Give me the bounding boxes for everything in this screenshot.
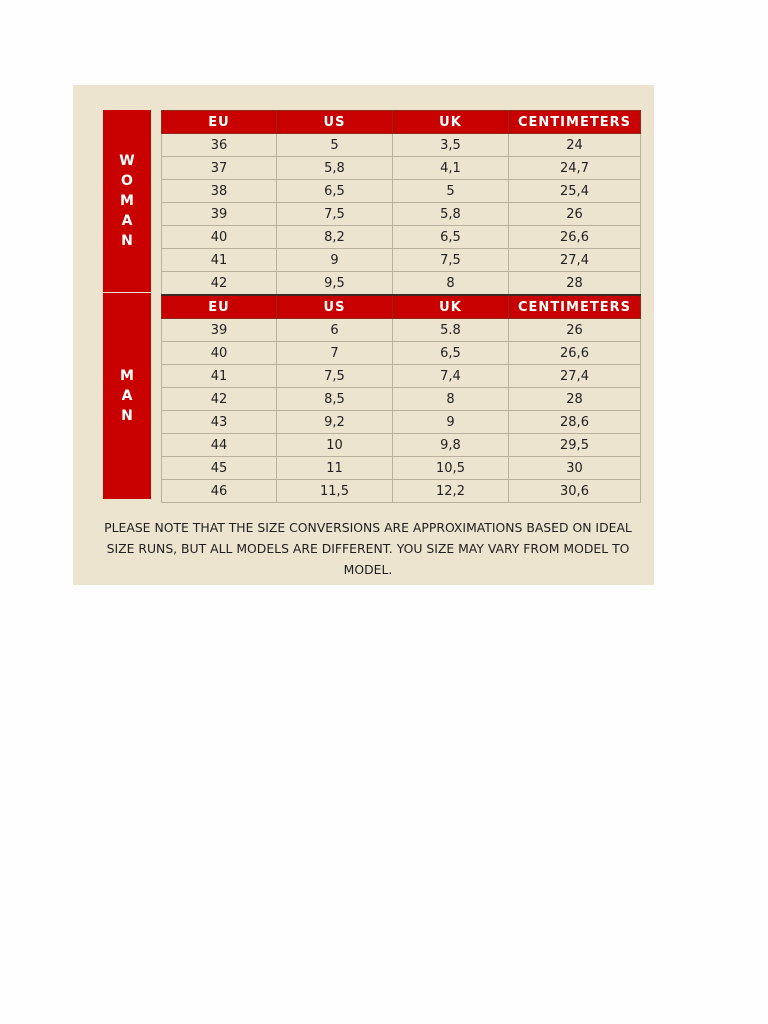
table-cell: 7,4 bbox=[393, 365, 509, 388]
woman-table-row bbox=[162, 272, 641, 296]
size-conversion-table bbox=[161, 110, 641, 503]
woman-label-letter: M bbox=[120, 193, 134, 209]
table-cell: 36 bbox=[162, 134, 277, 157]
woman-table-row bbox=[162, 249, 641, 272]
table-cell: 46 bbox=[162, 480, 277, 503]
table-cell: 40 bbox=[162, 342, 277, 365]
column-header: US bbox=[277, 295, 393, 319]
table-cell: 9,2 bbox=[277, 411, 393, 434]
size-disclaimer-note: PLEASE NOTE THAT THE SIZE CONVERSIONS ARE APPROXIMATIONS BASED ON IDEAL SIZE RUNS, BUT ALL MODELS ARE DIFFERENT. YOU SIZE MAY VARY FROM MODEL TO MODEL. bbox=[104, 520, 632, 577]
man-table-row bbox=[162, 342, 641, 365]
woman-side-label bbox=[103, 110, 151, 292]
woman-table-row bbox=[162, 134, 641, 157]
table-cell: 8 bbox=[393, 272, 509, 296]
table-cell: 7,5 bbox=[393, 249, 509, 272]
woman-label-letter: A bbox=[121, 213, 133, 229]
woman-header-row bbox=[162, 111, 641, 134]
table-cell: 28,6 bbox=[509, 411, 641, 434]
table-cell: 28 bbox=[509, 272, 641, 296]
table-cell: 26,6 bbox=[509, 342, 641, 365]
woman-label-letter: N bbox=[121, 233, 133, 249]
table-cell: 27,4 bbox=[509, 365, 641, 388]
column-header: EU bbox=[162, 111, 277, 134]
man-table-row bbox=[162, 457, 641, 480]
man-header-row bbox=[162, 295, 641, 319]
size-chart-panel bbox=[73, 85, 654, 585]
column-header: EU bbox=[162, 295, 277, 319]
table-cell: 3,5 bbox=[393, 134, 509, 157]
column-header: CENTIMETERS bbox=[509, 295, 641, 319]
table-cell: 7,5 bbox=[277, 203, 393, 226]
column-header: US bbox=[277, 111, 393, 134]
woman-label-letter: O bbox=[121, 173, 133, 189]
table-cell: 7,5 bbox=[277, 365, 393, 388]
table-cell: 30 bbox=[509, 457, 641, 480]
table-cell: 37 bbox=[162, 157, 277, 180]
table-cell: 4,1 bbox=[393, 157, 509, 180]
table-cell: 43 bbox=[162, 411, 277, 434]
table-cell: 8,5 bbox=[277, 388, 393, 411]
table-cell: 9,5 bbox=[277, 272, 393, 296]
woman-label-letter: W bbox=[119, 153, 135, 169]
table-cell: 11 bbox=[277, 457, 393, 480]
table-cell: 5 bbox=[393, 180, 509, 203]
table-cell: 38 bbox=[162, 180, 277, 203]
table-cell: 5,8 bbox=[393, 203, 509, 226]
table-cell: 6 bbox=[277, 319, 393, 342]
table-cell: 41 bbox=[162, 365, 277, 388]
man-table-row bbox=[162, 388, 641, 411]
table-cell: 5 bbox=[277, 134, 393, 157]
column-header: CENTIMETERS bbox=[509, 111, 641, 134]
table-cell: 9 bbox=[277, 249, 393, 272]
table-cell: 29,5 bbox=[509, 434, 641, 457]
table-cell: 41 bbox=[162, 249, 277, 272]
table-cell: 45 bbox=[162, 457, 277, 480]
table-cell: 24,7 bbox=[509, 157, 641, 180]
man-table-row bbox=[162, 365, 641, 388]
table-cell: 5.8 bbox=[393, 319, 509, 342]
table-cell: 40 bbox=[162, 226, 277, 249]
man-label-letter: N bbox=[121, 408, 133, 424]
table-cell: 9,8 bbox=[393, 434, 509, 457]
man-table-row bbox=[162, 319, 641, 342]
table-cell: 30,6 bbox=[509, 480, 641, 503]
table-cell: 44 bbox=[162, 434, 277, 457]
woman-table-row bbox=[162, 203, 641, 226]
table-cell: 6,5 bbox=[393, 226, 509, 249]
table-cell: 39 bbox=[162, 203, 277, 226]
table-cell: 26,6 bbox=[509, 226, 641, 249]
table-cell: 5,8 bbox=[277, 157, 393, 180]
man-label-letter: A bbox=[121, 388, 133, 404]
man-table-row bbox=[162, 480, 641, 503]
table-cell: 8,2 bbox=[277, 226, 393, 249]
table-cell: 26 bbox=[509, 203, 641, 226]
table-cell: 11,5 bbox=[277, 480, 393, 503]
table-cell: 42 bbox=[162, 272, 277, 296]
table-cell: 8 bbox=[393, 388, 509, 411]
column-header: UK bbox=[393, 111, 509, 134]
table-cell: 12,2 bbox=[393, 480, 509, 503]
table-cell: 28 bbox=[509, 388, 641, 411]
woman-table-row bbox=[162, 226, 641, 249]
column-header: UK bbox=[393, 295, 509, 319]
table-cell: 6,5 bbox=[277, 180, 393, 203]
table-cell: 7 bbox=[277, 342, 393, 365]
table-cell: 26 bbox=[509, 319, 641, 342]
table-cell: 6,5 bbox=[393, 342, 509, 365]
man-table-row bbox=[162, 411, 641, 434]
man-label-letter: M bbox=[120, 368, 134, 384]
table-cell: 24 bbox=[509, 134, 641, 157]
table-cell: 25,4 bbox=[509, 180, 641, 203]
table-cell: 9 bbox=[393, 411, 509, 434]
table-cell: 10 bbox=[277, 434, 393, 457]
table-cell: 39 bbox=[162, 319, 277, 342]
table-cell: 42 bbox=[162, 388, 277, 411]
woman-table-row bbox=[162, 157, 641, 180]
woman-table-row bbox=[162, 180, 641, 203]
table-cell: 27,4 bbox=[509, 249, 641, 272]
table-cell: 10,5 bbox=[393, 457, 509, 480]
man-table-row bbox=[162, 434, 641, 457]
man-side-label bbox=[103, 293, 151, 499]
